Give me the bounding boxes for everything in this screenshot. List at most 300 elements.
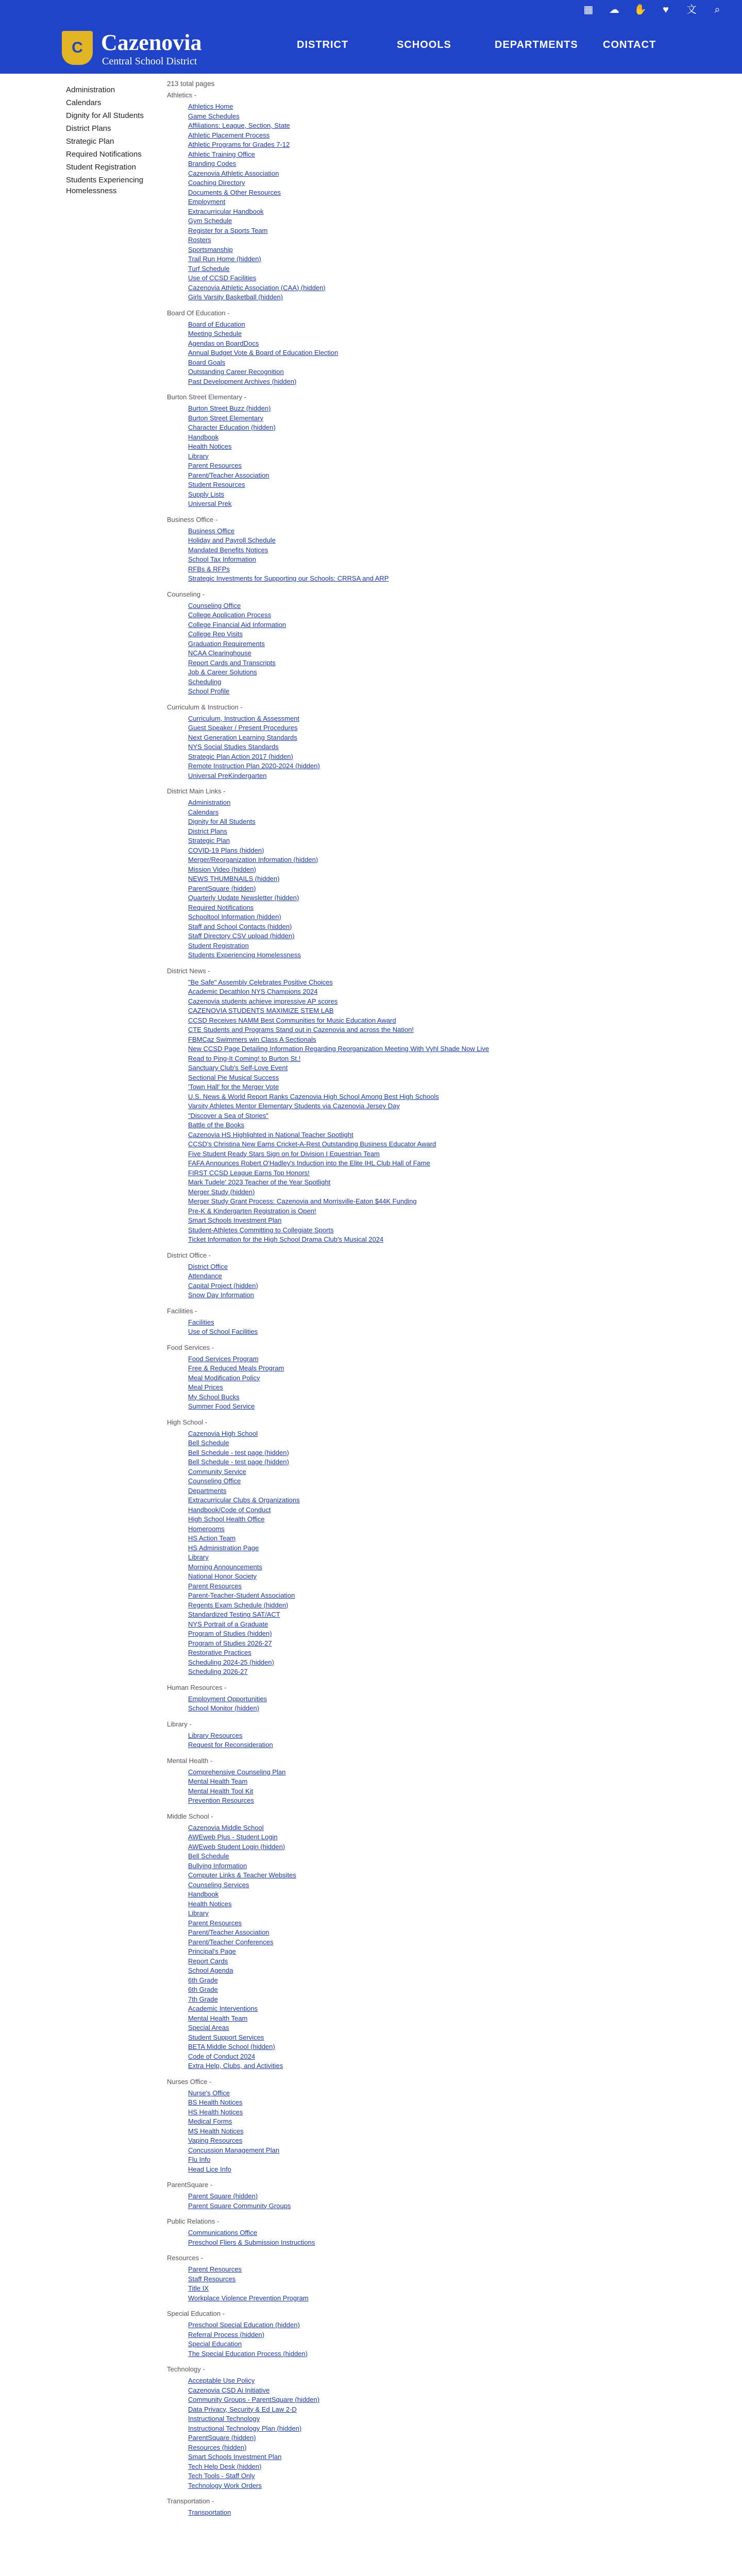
list-item xyxy=(188,565,682,574)
page-link[interactable]: Special Education xyxy=(188,2340,242,2348)
page-link[interactable]: Next Generation Learning Standards xyxy=(188,733,297,741)
page-link[interactable]: High School Health Office xyxy=(188,1515,265,1523)
page-link[interactable]: Burton Street Buzz (hidden) xyxy=(188,404,271,412)
page-link[interactable]: NYS Social Studies Standards xyxy=(188,743,279,751)
list-item xyxy=(188,216,682,226)
page-link[interactable]: Smart Schools Investment Plan xyxy=(188,1216,282,1224)
page-link[interactable]: Holiday and Payroll Schedule xyxy=(188,536,276,544)
page-link[interactable]: Parent Resources xyxy=(188,1919,242,1927)
page-link[interactable]: Regents Exam Schedule (hidden) xyxy=(188,1601,289,1609)
page-link[interactable]: Parent Square (hidden) xyxy=(188,2192,258,2200)
page-link[interactable]: School Profile xyxy=(188,687,230,695)
page-link[interactable]: Mark Tudele' 2023 Teacher of the Year Spotlight xyxy=(188,1178,331,1186)
page-link[interactable]: College Rep Visits xyxy=(188,630,243,638)
page-link[interactable]: Employment xyxy=(188,198,226,206)
page-link[interactable]: Mission Video (hidden) xyxy=(188,865,256,873)
page-link[interactable]: NEWS THUMBNAILS (hidden) xyxy=(188,875,280,883)
page-link[interactable]: Bell Schedule xyxy=(188,1439,229,1447)
list-item xyxy=(188,2275,682,2284)
page-link[interactable]: Departments xyxy=(188,1486,227,1495)
list-item xyxy=(188,1016,682,1026)
page-link[interactable]: Extra Help, Clubs, and Activities xyxy=(188,2062,283,2070)
list-item xyxy=(188,404,682,414)
page-link[interactable]: Referral Process (hidden) xyxy=(188,2330,265,2338)
page-link[interactable]: BETA Middle School (hidden) xyxy=(188,2043,275,2050)
list-item xyxy=(188,752,682,762)
page-link[interactable]: Guest Speaker / Present Procedures xyxy=(188,724,298,732)
list-item xyxy=(188,687,682,697)
page-link[interactable]: Game Schedules xyxy=(188,112,240,120)
list-item xyxy=(188,433,682,443)
page-link[interactable]: Affiliations: League, Section, State xyxy=(188,122,290,129)
sidebar-item-student-registration[interactable]: Student Registration xyxy=(66,163,136,172)
page-link[interactable]: School Tax Information xyxy=(188,555,256,563)
page-link[interactable]: Preschool Special Education (hidden) xyxy=(188,2321,300,2329)
page-link[interactable]: HS Administration Page xyxy=(188,1544,259,1552)
page-list xyxy=(167,1768,682,1806)
list-item xyxy=(188,1035,682,1045)
page-link[interactable]: Sportsmanship xyxy=(188,245,233,253)
page-link[interactable]: Agendas on BoardDocs xyxy=(188,339,259,347)
page-link[interactable]: Extracurricular Handbook xyxy=(188,207,264,215)
page-link[interactable]: Cazenovia CSD Ai Initiative xyxy=(188,2386,270,2394)
list-item xyxy=(188,836,682,846)
page-link[interactable]: CTE Students and Programs Stand out in Cazenovia and across the Nation! xyxy=(188,1026,414,1033)
page-link[interactable]: Parent-Teacher-Student Association xyxy=(188,1591,295,1599)
district-logo[interactable] xyxy=(62,24,247,70)
page-link[interactable]: Staff Resources xyxy=(188,2275,236,2283)
page-link[interactable]: Bullying Information xyxy=(188,1861,247,1870)
page-link[interactable]: FIRST CCSD League Earns Top Honors! xyxy=(188,1168,310,1177)
sidebar-item-required-notifications[interactable]: Required Notifications xyxy=(66,150,142,159)
page-link[interactable]: Business Office xyxy=(188,527,235,535)
nav-schools[interactable]: SCHOOLS xyxy=(397,39,451,50)
list-item xyxy=(188,846,682,856)
list-item xyxy=(188,2405,682,2415)
list-item xyxy=(188,1477,682,1486)
page-link[interactable]: Administration xyxy=(188,799,231,806)
page-link[interactable]: Battle of the Books xyxy=(188,1121,245,1129)
page-link[interactable]: College Application Process xyxy=(188,611,272,619)
page-link[interactable]: Mental Health Team xyxy=(188,1777,248,1785)
page-link[interactable]: Health Notices xyxy=(188,1900,232,1908)
page-link[interactable]: Board of Education xyxy=(188,320,245,328)
page-list xyxy=(167,2228,682,2247)
page-link[interactable]: Rosters xyxy=(188,236,211,244)
list-item xyxy=(188,1629,682,1639)
list-item xyxy=(188,1168,682,1178)
page-link[interactable]: Trail Run Home (hidden) xyxy=(188,255,261,263)
page-link[interactable]: "Be Safe" Assembly Celebrates Positive Choices xyxy=(188,978,333,986)
page-link[interactable]: Library xyxy=(188,1553,209,1561)
page-link[interactable]: Athletic Placement Process xyxy=(188,131,270,139)
page-link[interactable]: Scheduling xyxy=(188,677,222,686)
page-link[interactable]: Instructional Technology xyxy=(188,2415,260,2422)
page-link[interactable]: AWEweb Plus - Student Login xyxy=(188,1833,278,1841)
page-link[interactable]: Five Student Ready Stars Sign on for Division I Equestrian Team xyxy=(188,1149,380,1158)
page-link[interactable]: Meal Prices xyxy=(188,1383,223,1391)
page-link[interactable]: Varsity Athletes Mentor Elementary Students via Cazenovia Jersey Day xyxy=(188,1102,400,1110)
page-link[interactable]: Communications Office xyxy=(188,2229,258,2236)
page-link[interactable]: Curriculum, Instruction & Assessment xyxy=(188,714,300,722)
page-link[interactable]: Attendance xyxy=(188,1272,222,1280)
page-link[interactable]: Resources (hidden) xyxy=(188,2443,247,2451)
page-link[interactable]: Mandated Benefits Notices xyxy=(188,546,268,554)
page-link[interactable]: Cazenovia students achieve impressive AP scores xyxy=(188,997,338,1005)
page-link[interactable]: Library Resources xyxy=(188,1731,243,1739)
nav-district[interactable]: DISTRICT xyxy=(297,39,349,50)
page-link[interactable]: Flu Info xyxy=(188,2156,211,2163)
page-link[interactable]: Handbook xyxy=(188,1890,219,1898)
main-nav xyxy=(278,39,721,55)
cloud-icon[interactable]: ☁ xyxy=(609,4,619,15)
page-link[interactable]: Handbook/Code of Conduct xyxy=(188,1505,271,1514)
page-link[interactable]: Snow Day Information xyxy=(188,1291,254,1299)
page-link[interactable]: 7th Grade xyxy=(188,1995,218,2003)
heart-icon[interactable]: ♥ xyxy=(663,4,669,15)
page-list xyxy=(167,714,682,781)
page-link[interactable]: Strategic Plan xyxy=(188,837,230,844)
page-link[interactable]: Parent Square Community Groups xyxy=(188,2201,291,2210)
page-link[interactable]: Universal PreKindergarten xyxy=(188,771,267,779)
page-link[interactable]: 6th Grade xyxy=(188,1986,218,1993)
page-link[interactable]: College Financial Aid Information xyxy=(188,620,286,629)
page-link[interactable]: Report Cards xyxy=(188,1957,228,1965)
list-item xyxy=(188,1291,682,1300)
list-item xyxy=(188,150,682,160)
list-item xyxy=(188,1842,682,1852)
page-link[interactable]: Counseling Services xyxy=(188,1880,249,1889)
page-link[interactable]: Vaping Resources xyxy=(188,2137,243,2144)
page-link[interactable]: Character Education (hidden) xyxy=(188,423,276,431)
page-link[interactable]: Student Support Services xyxy=(188,2033,264,2041)
list-item xyxy=(188,1563,682,1572)
list-item xyxy=(188,903,682,913)
page-link[interactable]: Past Development Archives (hidden) xyxy=(188,377,297,385)
page-link[interactable]: Handbook xyxy=(188,433,219,441)
district-subtitle: Central School District xyxy=(102,56,197,67)
page-link[interactable]: Board Goals xyxy=(188,358,226,366)
page-link[interactable]: HS Action Team xyxy=(188,1534,236,1542)
page-link[interactable]: Head Lice Info xyxy=(188,2165,231,2173)
list-item xyxy=(188,630,682,639)
page-link[interactable]: Facilities xyxy=(188,1318,214,1326)
list-item xyxy=(188,320,682,330)
list-item xyxy=(188,2228,682,2238)
page-link[interactable]: School Monitor (hidden) xyxy=(188,1704,260,1712)
page-link[interactable]: Student Resources xyxy=(188,481,245,488)
list-item xyxy=(188,358,682,368)
page-link[interactable]: Meeting Schedule xyxy=(188,330,242,337)
page-link[interactable]: National Honor Society xyxy=(188,1572,257,1580)
page-link[interactable]: Prevention Resources xyxy=(188,1797,254,1804)
page-link[interactable]: Summer Food Service xyxy=(188,1402,255,1410)
page-link[interactable]: Food Services Program xyxy=(188,1354,259,1363)
section-heading: Resources - xyxy=(167,2254,204,2262)
page-link[interactable]: Calendars xyxy=(188,808,219,816)
page-link[interactable]: Register for a Sports Team xyxy=(188,226,268,234)
page-link[interactable]: CCSD Receives NAMM Best Communities for Music Education Award xyxy=(188,1016,396,1024)
grid-icon[interactable]: ▦ xyxy=(583,4,594,15)
list-item xyxy=(188,2146,682,2156)
list-item xyxy=(188,121,682,131)
page-link[interactable]: Tech Help Desk (hidden) xyxy=(188,2462,262,2470)
page-link[interactable]: Parent Resources xyxy=(188,2265,242,2273)
list-item xyxy=(188,1591,682,1601)
page-link[interactable]: Sanctuary Club's Self-Love Event xyxy=(188,1064,288,1072)
list-item xyxy=(188,761,682,771)
page-link[interactable]: Scheduling 2024-25 (hidden) xyxy=(188,1658,274,1666)
page-link[interactable]: Instructional Technology Plan (hidden) xyxy=(188,2424,302,2432)
page-link[interactable]: Community Groups - ParentSquare (hidden) xyxy=(188,2396,320,2403)
list-item xyxy=(188,255,682,264)
list-item xyxy=(188,329,682,339)
page-link[interactable]: Merger Study Grant Process: Cazenovia and Morrisville-Eaton $44K Funding xyxy=(188,1197,417,1205)
page-link[interactable]: 6th Grade xyxy=(188,1976,218,1984)
page-link[interactable]: Parent Resources xyxy=(188,1582,242,1590)
page-link[interactable]: Supply Lists xyxy=(188,490,225,498)
sitemap-sections xyxy=(167,91,682,2518)
page-link[interactable]: Capital Project (hidden) xyxy=(188,1281,258,1290)
page-link[interactable]: Parent Resources xyxy=(188,462,242,469)
translate-icon[interactable]: 文 xyxy=(686,4,697,15)
page-link[interactable]: Coaching Directory xyxy=(188,179,245,187)
page-link[interactable]: District Plans xyxy=(188,827,227,835)
page-link[interactable]: Principal's Page xyxy=(188,1947,236,1955)
page-link[interactable]: Community Service xyxy=(188,1467,246,1476)
list-item xyxy=(188,997,682,1007)
page-link[interactable]: Cazenovia Athletic Association (CAA) (hidden) xyxy=(188,283,326,292)
list-item xyxy=(188,1909,682,1919)
list-item xyxy=(188,348,682,358)
page-link[interactable]: Parent/Teacher Conferences xyxy=(188,1938,274,1946)
list-item xyxy=(188,1704,682,1714)
page-link[interactable]: Nurse's Office xyxy=(188,2089,230,2097)
page-link[interactable]: NCAA Clearinghouse xyxy=(188,649,251,657)
page-link[interactable]: New CCSD Page Detailing Information Regarding Reorganization Meeting With Vyhl Shade Now Live xyxy=(188,1045,490,1053)
page-link[interactable]: Bell Schedule xyxy=(188,1852,229,1860)
page-link[interactable]: MS Health Notices xyxy=(188,2127,244,2135)
list-item xyxy=(188,2155,682,2165)
list-item xyxy=(188,1025,682,1035)
page-link[interactable]: My School Bucks xyxy=(188,1393,240,1401)
page-link[interactable]: Computer Links & Teacher Websites xyxy=(188,1871,296,1879)
page-link[interactable]: Report Cards and Transcripts xyxy=(188,658,276,667)
page-link[interactable]: Athletic Programs for Grades 7-12 xyxy=(188,141,290,148)
page-link[interactable]: ParentSquare (hidden) xyxy=(188,884,256,892)
page-link[interactable]: Technology Work Orders xyxy=(188,2481,262,2489)
list-item xyxy=(188,1063,682,1073)
list-item xyxy=(188,1976,682,1986)
page-link[interactable]: ParentSquare (hidden) xyxy=(188,2434,256,2442)
page-link[interactable]: Employment Opportunities xyxy=(188,1694,267,1703)
sidebar-item-dignity[interactable]: Dignity for All Students xyxy=(66,111,144,120)
page-link[interactable]: Parent/Teacher Association xyxy=(188,471,269,479)
page-link[interactable]: Medical Forms xyxy=(188,2117,232,2125)
page-link[interactable]: Title IX xyxy=(188,2284,209,2292)
search-icon[interactable]: ⌕ xyxy=(714,4,720,15)
page-link[interactable]: Required Notifications xyxy=(188,903,254,911)
page-link[interactable]: COVID-19 Plans (hidden) xyxy=(188,846,264,854)
sidebar-item-district-plans[interactable]: District Plans xyxy=(66,124,111,133)
page-link[interactable]: CCSD's Christina New Earns Cricket-A-Rest Outstanding Business Educator Award xyxy=(188,1140,436,1148)
page-link[interactable]: Schooltool Information (hidden) xyxy=(188,913,281,921)
page-link[interactable]: Workplace Violence Prevention Program xyxy=(188,2294,309,2302)
sidebar-item-calendars[interactable]: Calendars xyxy=(66,98,102,107)
page-list xyxy=(167,1731,682,1750)
page-link[interactable]: Cazenovia HS Highlighted in National Teacher Spotlight xyxy=(188,1130,353,1139)
page-link[interactable]: Meal Modification Policy xyxy=(188,1374,260,1382)
page-link[interactable]: Concussion Management Plan xyxy=(188,2146,280,2154)
page-link[interactable]: 'Town Hall' for the Merger Vote xyxy=(188,1083,279,1091)
page-link[interactable]: Restorative Practices xyxy=(188,1649,251,1656)
list-item xyxy=(188,1383,682,1393)
list-item xyxy=(188,527,682,536)
list-item xyxy=(188,574,682,584)
page-link[interactable]: Pre-K & Kindergarten Registration is Open! xyxy=(188,1207,316,1215)
sidebar-item-strategic-plan[interactable]: Strategic Plan xyxy=(66,137,114,146)
section-heading: High School - xyxy=(167,1418,208,1426)
page-link[interactable]: Cazenovia Athletic Association xyxy=(188,169,279,177)
page-link[interactable]: Sectional Pie Musical Success xyxy=(188,1073,279,1081)
page-link[interactable]: Counseling Office xyxy=(188,1477,241,1485)
page-link[interactable]: Program of Studies 2026-27 xyxy=(188,1639,272,1647)
page-link[interactable]: Staff and School Contacts (hidden) xyxy=(188,922,292,930)
page-link[interactable]: The Special Education Process (hidden) xyxy=(188,2349,308,2358)
page-link[interactable]: Athletic Training Office xyxy=(188,150,255,158)
page-link[interactable]: School Agenda xyxy=(188,1967,233,1974)
page-link[interactable]: RFBs & RFPs xyxy=(188,565,230,573)
page-link[interactable]: Cazenovia Middle School xyxy=(188,1823,264,1832)
page-link[interactable]: Tech Tools - Staff Only xyxy=(188,2472,255,2480)
page-link[interactable]: Extracurricular Clubs & Organizations xyxy=(188,1496,300,1504)
page-link[interactable]: Remote Instruction Plan 2020-2024 (hidden) xyxy=(188,762,320,770)
page-link[interactable]: District Office xyxy=(188,1262,228,1270)
list-item xyxy=(188,1582,682,1591)
page-link[interactable]: Transportation xyxy=(188,2509,231,2516)
page-list xyxy=(167,1823,682,2071)
page-link[interactable]: FBMCaz Swimmers win Class A Sectionals xyxy=(188,1035,316,1043)
page-link[interactable]: Mental Health Team xyxy=(188,2014,248,2022)
page-link[interactable]: Merger/Reorganization Information (hidden) xyxy=(188,856,318,863)
page-link[interactable]: Academic Decathlon NYS Champions 2024 xyxy=(188,988,318,995)
list-item xyxy=(188,649,682,658)
page-link[interactable]: Morning Announcements xyxy=(188,1563,262,1571)
list-item xyxy=(188,1524,682,1534)
page-link[interactable]: BS Health Notices xyxy=(188,2098,243,2106)
list-item xyxy=(188,827,682,837)
page-link[interactable]: AWEweb Student Login (hidden) xyxy=(188,1842,285,1851)
list-item xyxy=(188,733,682,743)
page-link[interactable]: NYS Portrait of a Graduate xyxy=(188,1620,268,1628)
page-link[interactable]: Comprehensive Counseling Plan xyxy=(188,1768,286,1776)
page-link[interactable]: Free & Reduced Meals Program xyxy=(188,1364,284,1372)
page-link[interactable]: CAZENOVIA STUDENTS MAXIMIZE STEM LAB xyxy=(188,1007,334,1014)
page-link[interactable]: Library xyxy=(188,1909,209,1917)
page-link[interactable]: Strategic Plan Action 2017 (hidden) xyxy=(188,752,293,760)
page-link[interactable]: "Discover a Sea of Stories" xyxy=(188,1111,268,1120)
page-link[interactable]: Branding Codes xyxy=(188,160,237,167)
page-link[interactable]: Program of Studies (hidden) xyxy=(188,1630,272,1637)
list-item xyxy=(188,2462,682,2472)
page-link[interactable]: Quarterly Update Newsletter (hidden) xyxy=(188,894,299,902)
page-link[interactable]: Mental Health Tool Kit xyxy=(188,1787,254,1795)
list-item xyxy=(188,742,682,752)
page-link[interactable]: Data Privacy, Security & Ed Law 2-D xyxy=(188,2405,297,2413)
page-link[interactable]: Use of School Facilities xyxy=(188,1328,258,1335)
shield-icon: C xyxy=(62,31,93,65)
page-link[interactable]: Dignity for All Students xyxy=(188,818,256,825)
list-item xyxy=(188,1130,682,1140)
page-link[interactable]: Athletics Home xyxy=(188,103,233,110)
page-link[interactable]: Annual Budget Vote & Board of Education Election xyxy=(188,349,339,357)
page-link[interactable]: Universal Prek xyxy=(188,500,232,507)
list-item xyxy=(188,1553,682,1563)
list-item xyxy=(188,1149,682,1159)
page-link[interactable]: Staff Directory CSV upload (hidden) xyxy=(188,932,295,940)
page-link[interactable]: Bell Schedule - test page (hidden) xyxy=(188,1448,289,1456)
page-link[interactable]: Cazenovia High School xyxy=(188,1429,258,1437)
page-link[interactable]: Acceptable Use Policy xyxy=(188,2377,255,2384)
page-link[interactable]: Homerooms xyxy=(188,1524,225,1533)
page-link[interactable]: HS Health Notices xyxy=(188,2108,243,2116)
page-link[interactable]: Graduation Requirements xyxy=(188,639,265,648)
page-link[interactable]: Parent/Teacher Association xyxy=(188,1928,269,1936)
page-link[interactable]: Students Experiencing Homelessness xyxy=(188,951,301,959)
sidebar-item-administration[interactable]: Administration xyxy=(66,86,115,94)
hand-icon[interactable]: ✋ xyxy=(634,4,647,15)
page-link[interactable]: Student Registration xyxy=(188,941,249,950)
page-link[interactable]: Ticket Information for the High School Drama Club's Musical 2024 xyxy=(188,1235,384,1243)
list-item xyxy=(188,169,682,179)
page-link[interactable]: Strategic Investments for Supporting our Schools: CRRSA and ARP xyxy=(188,574,389,582)
page-link[interactable]: Counseling Office xyxy=(188,601,241,609)
page-link[interactable]: Preschool Fliers & Submission Instructions xyxy=(188,2238,315,2246)
page-link[interactable]: Smart Schools Investment Plan xyxy=(188,2453,282,2461)
list-item xyxy=(188,2014,682,2024)
page-link[interactable]: Health Notices xyxy=(188,443,232,450)
page-link[interactable]: Burton Street Elementary xyxy=(188,414,263,422)
nav-contact[interactable]: CONTACT xyxy=(603,39,656,50)
page-link[interactable]: Bell Schedule - test page (hidden) xyxy=(188,1458,289,1466)
page-link[interactable]: U.S. News & World Report Ranks Cazenovia High School Among Best High Schools xyxy=(188,1092,439,1100)
page-link[interactable]: Job & Career Solutions xyxy=(188,668,257,676)
page-link[interactable]: Merger Study (hidden) xyxy=(188,1188,255,1196)
page-link[interactable]: Documents & Other Resources xyxy=(188,188,281,196)
page-list xyxy=(167,2089,682,2175)
page-link[interactable]: Use of CCSD Facilities xyxy=(188,274,257,282)
page-link[interactable]: Student-Athletes Committing to Collegiate Sports xyxy=(188,1226,334,1234)
page-link[interactable]: Read to Ping-It Coming! to Burton St.! xyxy=(188,1054,301,1062)
page-link[interactable]: FAFA Announces Robert O'Hadley's Induction into the Elite IHL Club Hall of Fame xyxy=(188,1159,430,1167)
page-link[interactable]: Outstanding Career Recognition xyxy=(188,368,284,376)
page-link[interactable]: Turf Schedule xyxy=(188,264,230,273)
page-list xyxy=(167,1429,682,1677)
page-link[interactable]: Library xyxy=(188,452,209,460)
page-link[interactable]: Gym Schedule xyxy=(188,217,232,225)
page-link[interactable]: Girls Varsity Basketball (hidden) xyxy=(188,293,283,301)
list-item xyxy=(188,1534,682,1544)
page-link[interactable]: Scheduling 2026-27 xyxy=(188,1668,248,1675)
page-link[interactable]: Request for Reconsideration xyxy=(188,1741,273,1749)
page-link[interactable]: Special Areas xyxy=(188,2024,229,2031)
page-link[interactable]: Academic Interventions xyxy=(188,2005,258,2012)
sidebar-item-homelessness[interactable]: Students Experiencing Homelessness xyxy=(66,176,144,195)
page-link[interactable]: Code of Conduct 2024 xyxy=(188,2052,256,2060)
nav-departments[interactable]: DEPARTMENTS xyxy=(495,39,578,50)
page-link[interactable]: Standardized Testing SAT/ACT xyxy=(188,1611,280,1618)
list-item xyxy=(188,1458,682,1467)
